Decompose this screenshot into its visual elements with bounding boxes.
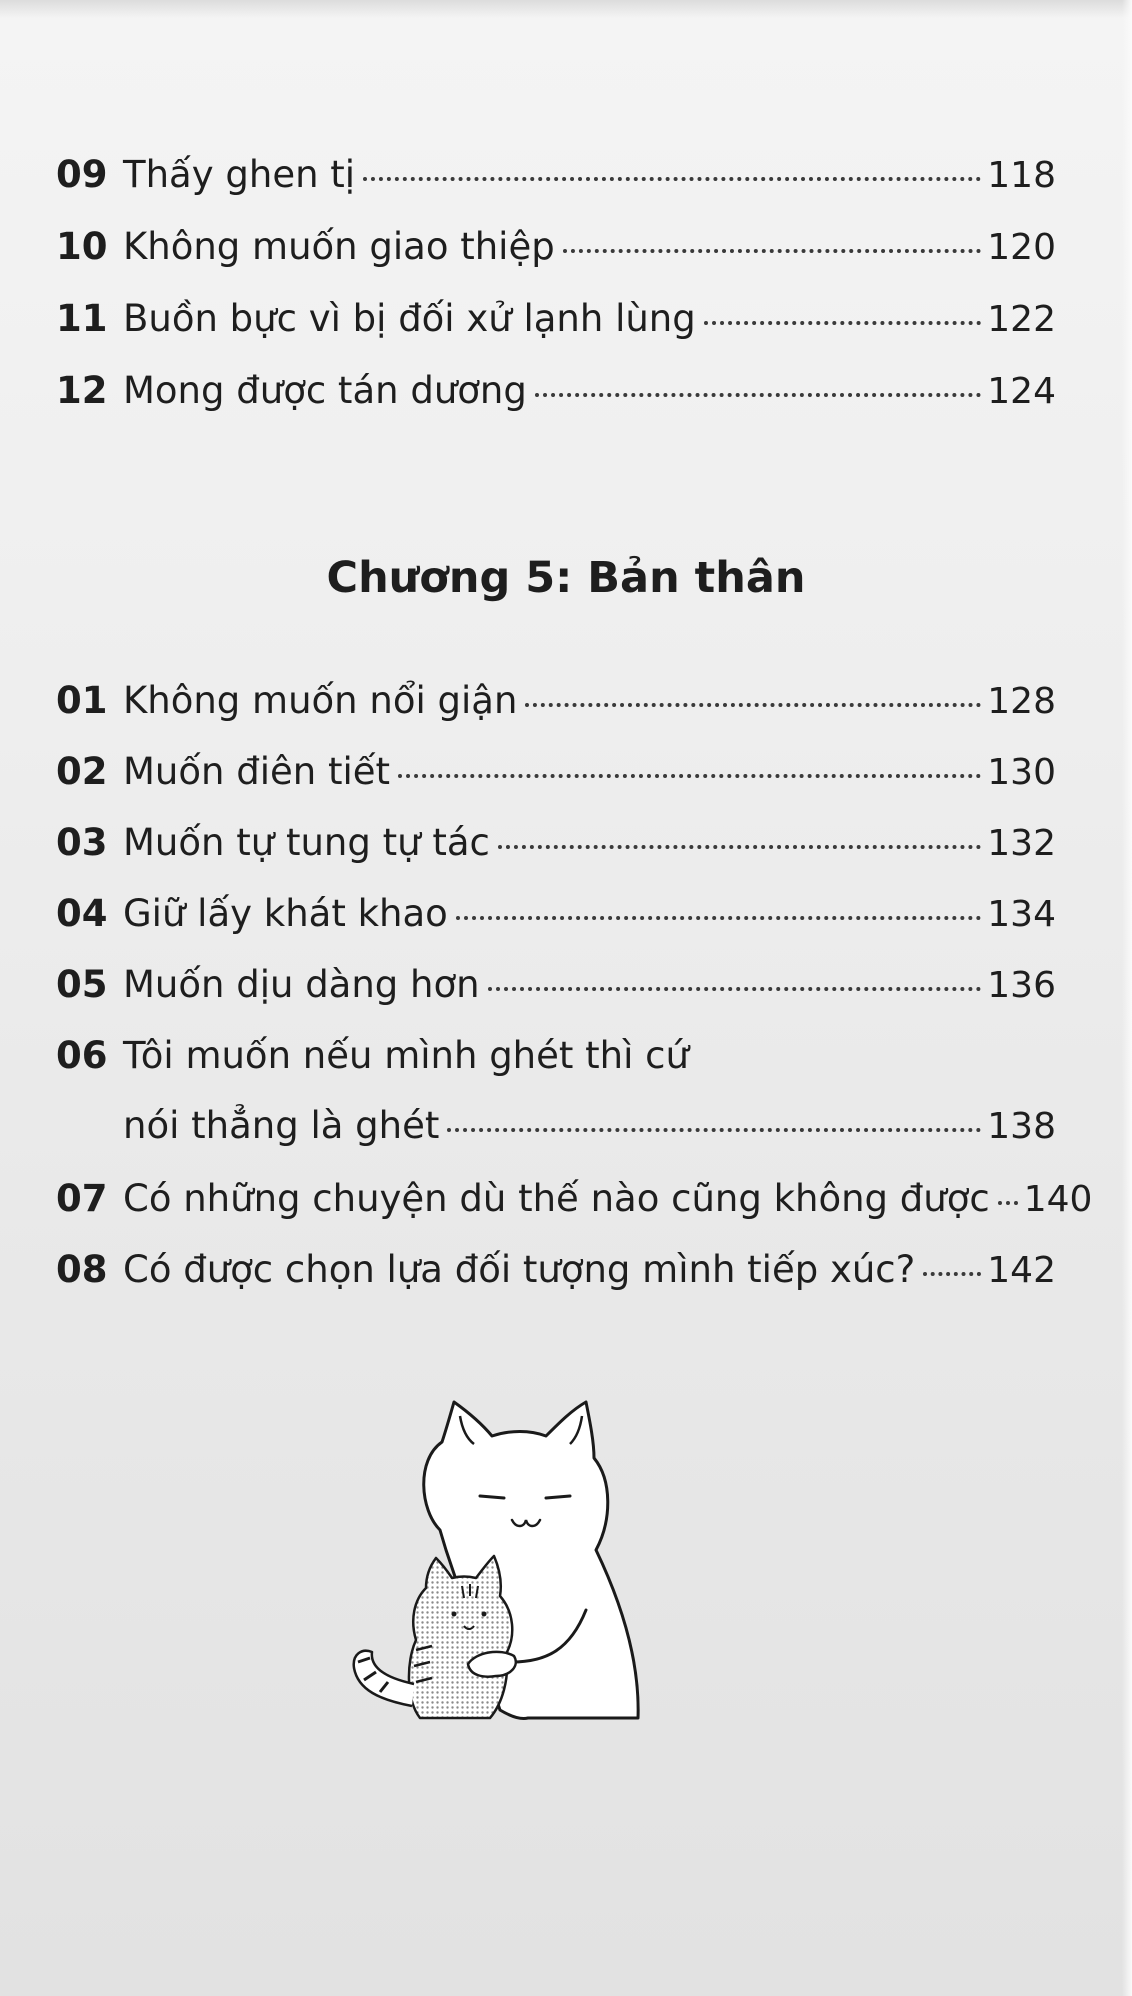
toc-entry-10[interactable] (56, 219, 1056, 275)
toc-entry-title: Mong được tán dương (123, 369, 527, 412)
toc-entry-page: 130 (987, 752, 1056, 793)
toc-entry-05[interactable] (56, 957, 1056, 1013)
toc-entry-page: 136 (987, 965, 1056, 1006)
dot-leader (525, 703, 981, 707)
toc-entry-page: 132 (987, 823, 1056, 864)
toc-entry-title: Buồn bực vì bị đối xử lạnh lùng (123, 297, 696, 340)
toc-entry-page: 138 (987, 1106, 1056, 1147)
page-right-edge (1122, 0, 1132, 1996)
toc-entry-title: Có được chọn lựa đối tượng mình tiếp xúc? (123, 1248, 916, 1291)
dot-leader (498, 845, 981, 849)
toc-entry-number: 09 (56, 153, 108, 196)
toc-entry-number: 10 (56, 225, 108, 268)
chapter-heading: Chương 5: Bản thân (326, 553, 806, 603)
dot-leader (398, 774, 981, 778)
toc-entry-number: 06 (56, 1034, 108, 1077)
toc-entry-09[interactable] (56, 147, 1056, 203)
toc-entry-title: Muốn dịu dàng hơn (123, 963, 480, 1006)
toc-entry-title: Muốn điên tiết (123, 750, 391, 793)
toc-entry-title-continued: nói thẳng là ghét (123, 1104, 440, 1147)
toc-entry-number: 07 (56, 1177, 108, 1220)
dot-leader (456, 916, 982, 920)
toc-entry-page: 118 (987, 155, 1056, 196)
toc-entry-03[interactable] (56, 815, 1056, 871)
toc-entry-number: 03 (56, 821, 108, 864)
dot-leader (923, 1272, 981, 1276)
toc-entry-title: Giữ lấy khát khao (123, 892, 448, 935)
toc-entry-page: 128 (987, 681, 1056, 722)
toc-entry-title: Không muốn nổi giận (123, 679, 518, 722)
dot-leader (563, 249, 982, 253)
toc-entry-01[interactable] (56, 673, 1056, 729)
cat-hugging-kitten-illustration (350, 1400, 660, 1740)
toc-entry-number: 01 (56, 679, 108, 722)
toc-entry-number: 05 (56, 963, 108, 1006)
dot-leader (447, 1128, 981, 1132)
dot-leader (704, 321, 982, 325)
toc-entry-title: Có những chuyện dù thế nào cũng không được (123, 1177, 990, 1220)
kitten-icon (354, 1556, 513, 1718)
toc-entry-title: Muốn tự tung tự tác (123, 821, 490, 864)
toc-entry-07[interactable] (56, 1171, 1093, 1227)
toc-entry-06-line2[interactable] (56, 1098, 1056, 1154)
dot-leader (535, 393, 981, 397)
toc-entry-page: 140 (1023, 1179, 1093, 1220)
toc-entry-title: Tôi muốn nếu mình ghét thì cứ (123, 1034, 689, 1077)
dot-leader (363, 177, 981, 181)
toc-entry-page: 120 (987, 227, 1056, 268)
toc-entry-number: 02 (56, 750, 108, 793)
toc-entry-title: Thấy ghen tị (123, 153, 356, 196)
dot-leader (488, 987, 982, 991)
toc-entry-page: 122 (987, 299, 1056, 340)
toc-entry-page: 134 (987, 894, 1056, 935)
toc-entry-04[interactable] (56, 886, 1056, 942)
toc-entry-number: 08 (56, 1248, 108, 1291)
page-top-edge-shadow (0, 0, 1132, 18)
toc-entry-number: 11 (56, 297, 108, 340)
toc-entry-02[interactable] (56, 744, 1056, 800)
toc-entry-title: Không muốn giao thiệp (123, 225, 555, 268)
toc-entry-page: 124 (987, 371, 1056, 412)
dot-leader (998, 1201, 1018, 1205)
toc-entry-number: 12 (56, 369, 108, 412)
toc-entry-page: 142 (987, 1250, 1056, 1291)
toc-entry-11[interactable] (56, 291, 1056, 347)
toc-entry-12[interactable] (56, 363, 1056, 419)
toc-entry-08[interactable] (56, 1242, 1056, 1298)
toc-entry-06-line1[interactable] (56, 1028, 1056, 1084)
toc-entry-number: 04 (56, 892, 108, 935)
